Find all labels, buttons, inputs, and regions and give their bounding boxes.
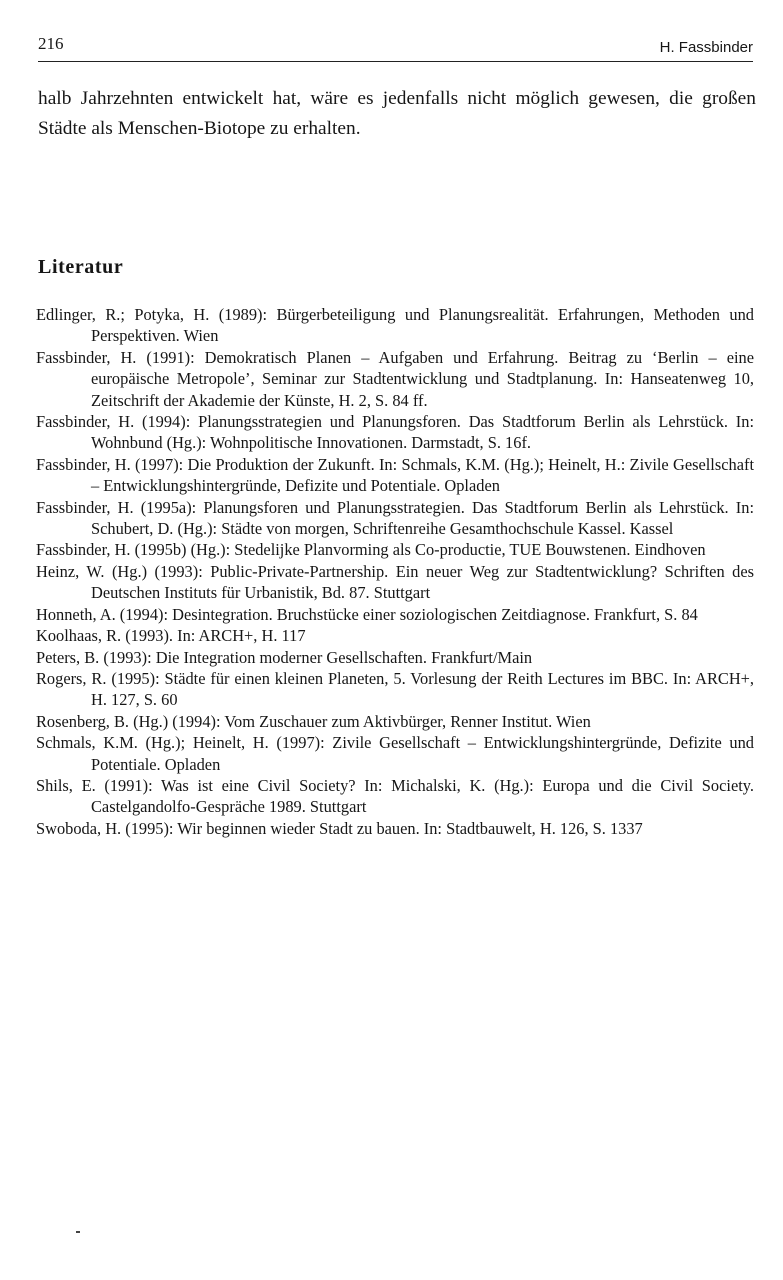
reference-entry: Fassbinder, H. (1995b) (Hg.): Stedelijke Planvorming als Co-productie, TUE Bouwstenen. Eindhoven <box>36 540 706 560</box>
scan-speck <box>76 1231 80 1233</box>
reference-entry: Schmals, K.M. (Hg.); Heinelt, H. (1997): Zivile Gesellschaft – Entwicklungshintergründe, Defizite und Potentiale. Opladen <box>36 733 754 774</box>
reference-entry: Heinz, W. (Hg.) (1993): Public-Private-Partnership. Ein neuer Weg zur Stadtentwicklung? Schriften des Deutschen Instituts für Urbanistik, Bd. 87. Stuttgart <box>36 561 754 603</box>
reference-entry: Shils, E. (1991): Was ist eine Civil Society? In: Michalski, K. (Hg.): Europa und die Civil Society. Castelgandolfo-Gespräche 1989. Stuttgart <box>36 775 754 817</box>
reference-list <box>36 304 754 839</box>
reference-entry: Rogers, R. (1995): Städte für einen kleinen Planeten, 5. Vorlesung der Reith Lectures im BBC. In: ARCH+, H. 127, S. 60 <box>36 668 754 710</box>
body-paragraph: halb Jahrzehnten entwickelt hat, wäre es jedenfalls nicht möglich gewesen, die großen Städte als Menschen-Biotope zu erhalten. <box>38 88 756 139</box>
reference-entry: Rosenberg, B. (Hg.) (1994): Vom Zuschauer zum Aktivbürger, Renner Institut. Wien <box>36 711 591 731</box>
reference-entry: Koolhaas, R. (1993). In: ARCH+, H. 117 <box>36 626 306 646</box>
reference-entry: Edlinger, R.; Potyka, H. (1989): Bürgerbeteiligung und Planungsrealität. Erfahrungen, Methoden und Perspektiven. Wien <box>36 305 754 346</box>
reference-entry: Peters, B. (1993): Die Integration moderner Gesellschaften. Frankfurt/Main <box>36 647 533 667</box>
header-rule <box>38 61 753 62</box>
reference-entry: Fassbinder, H. (1995a): Planungsforen und Planungsstrategien. Das Stadtforum Berlin als Lehrstück. In: Schubert, D. (Hg.): Städte von morgen, Schriftenreihe Gesamthochschule Kassel. Kassel <box>36 497 754 539</box>
literature-heading: Literatur <box>38 256 124 278</box>
running-head-author: H. Fassbinder <box>659 39 753 56</box>
reference-entry: Fassbinder, H. (1994): Planungsstrategien und Planungsforen. Das Stadtforum Berlin als Lehrstück. In: Wohnbund (Hg.): Wohnpolitische Innovationen. Darmstadt, S. 16f. <box>36 412 754 453</box>
reference-entry: Honneth, A. (1994): Desintegration. Bruchstücke einer soziologischen Zeitdiagnose. Frankfurt, S. 84 <box>36 604 698 624</box>
reference-entry: Fassbinder, H. (1997): Die Produktion der Zukunft. In: Schmals, K.M. (Hg.); Heinelt, H.: Zivile Gesellschaft – Entwicklungshintergründe, Defizite und Potentiale. Opladen <box>36 454 754 496</box>
reference-entry: Fassbinder, H. (1991): Demokratisch Planen – Aufgaben und Erfahrung. Beitrag zu ‘Berlin – eine europäische Metropole’, Seminar zur Stadtentwicklung und Stadtplanung. In: Hanseatenweg 10, Zeitschrift der Akademie der Künste, H. 2, S. 84 ff. <box>36 347 754 410</box>
page-number: 216 <box>38 34 64 53</box>
reference-entry: Swoboda, H. (1995): Wir beginnen wieder Stadt zu bauen. In: Stadtbauwelt, H. 126, S. 1337 <box>36 818 643 838</box>
page-header <box>38 34 753 62</box>
